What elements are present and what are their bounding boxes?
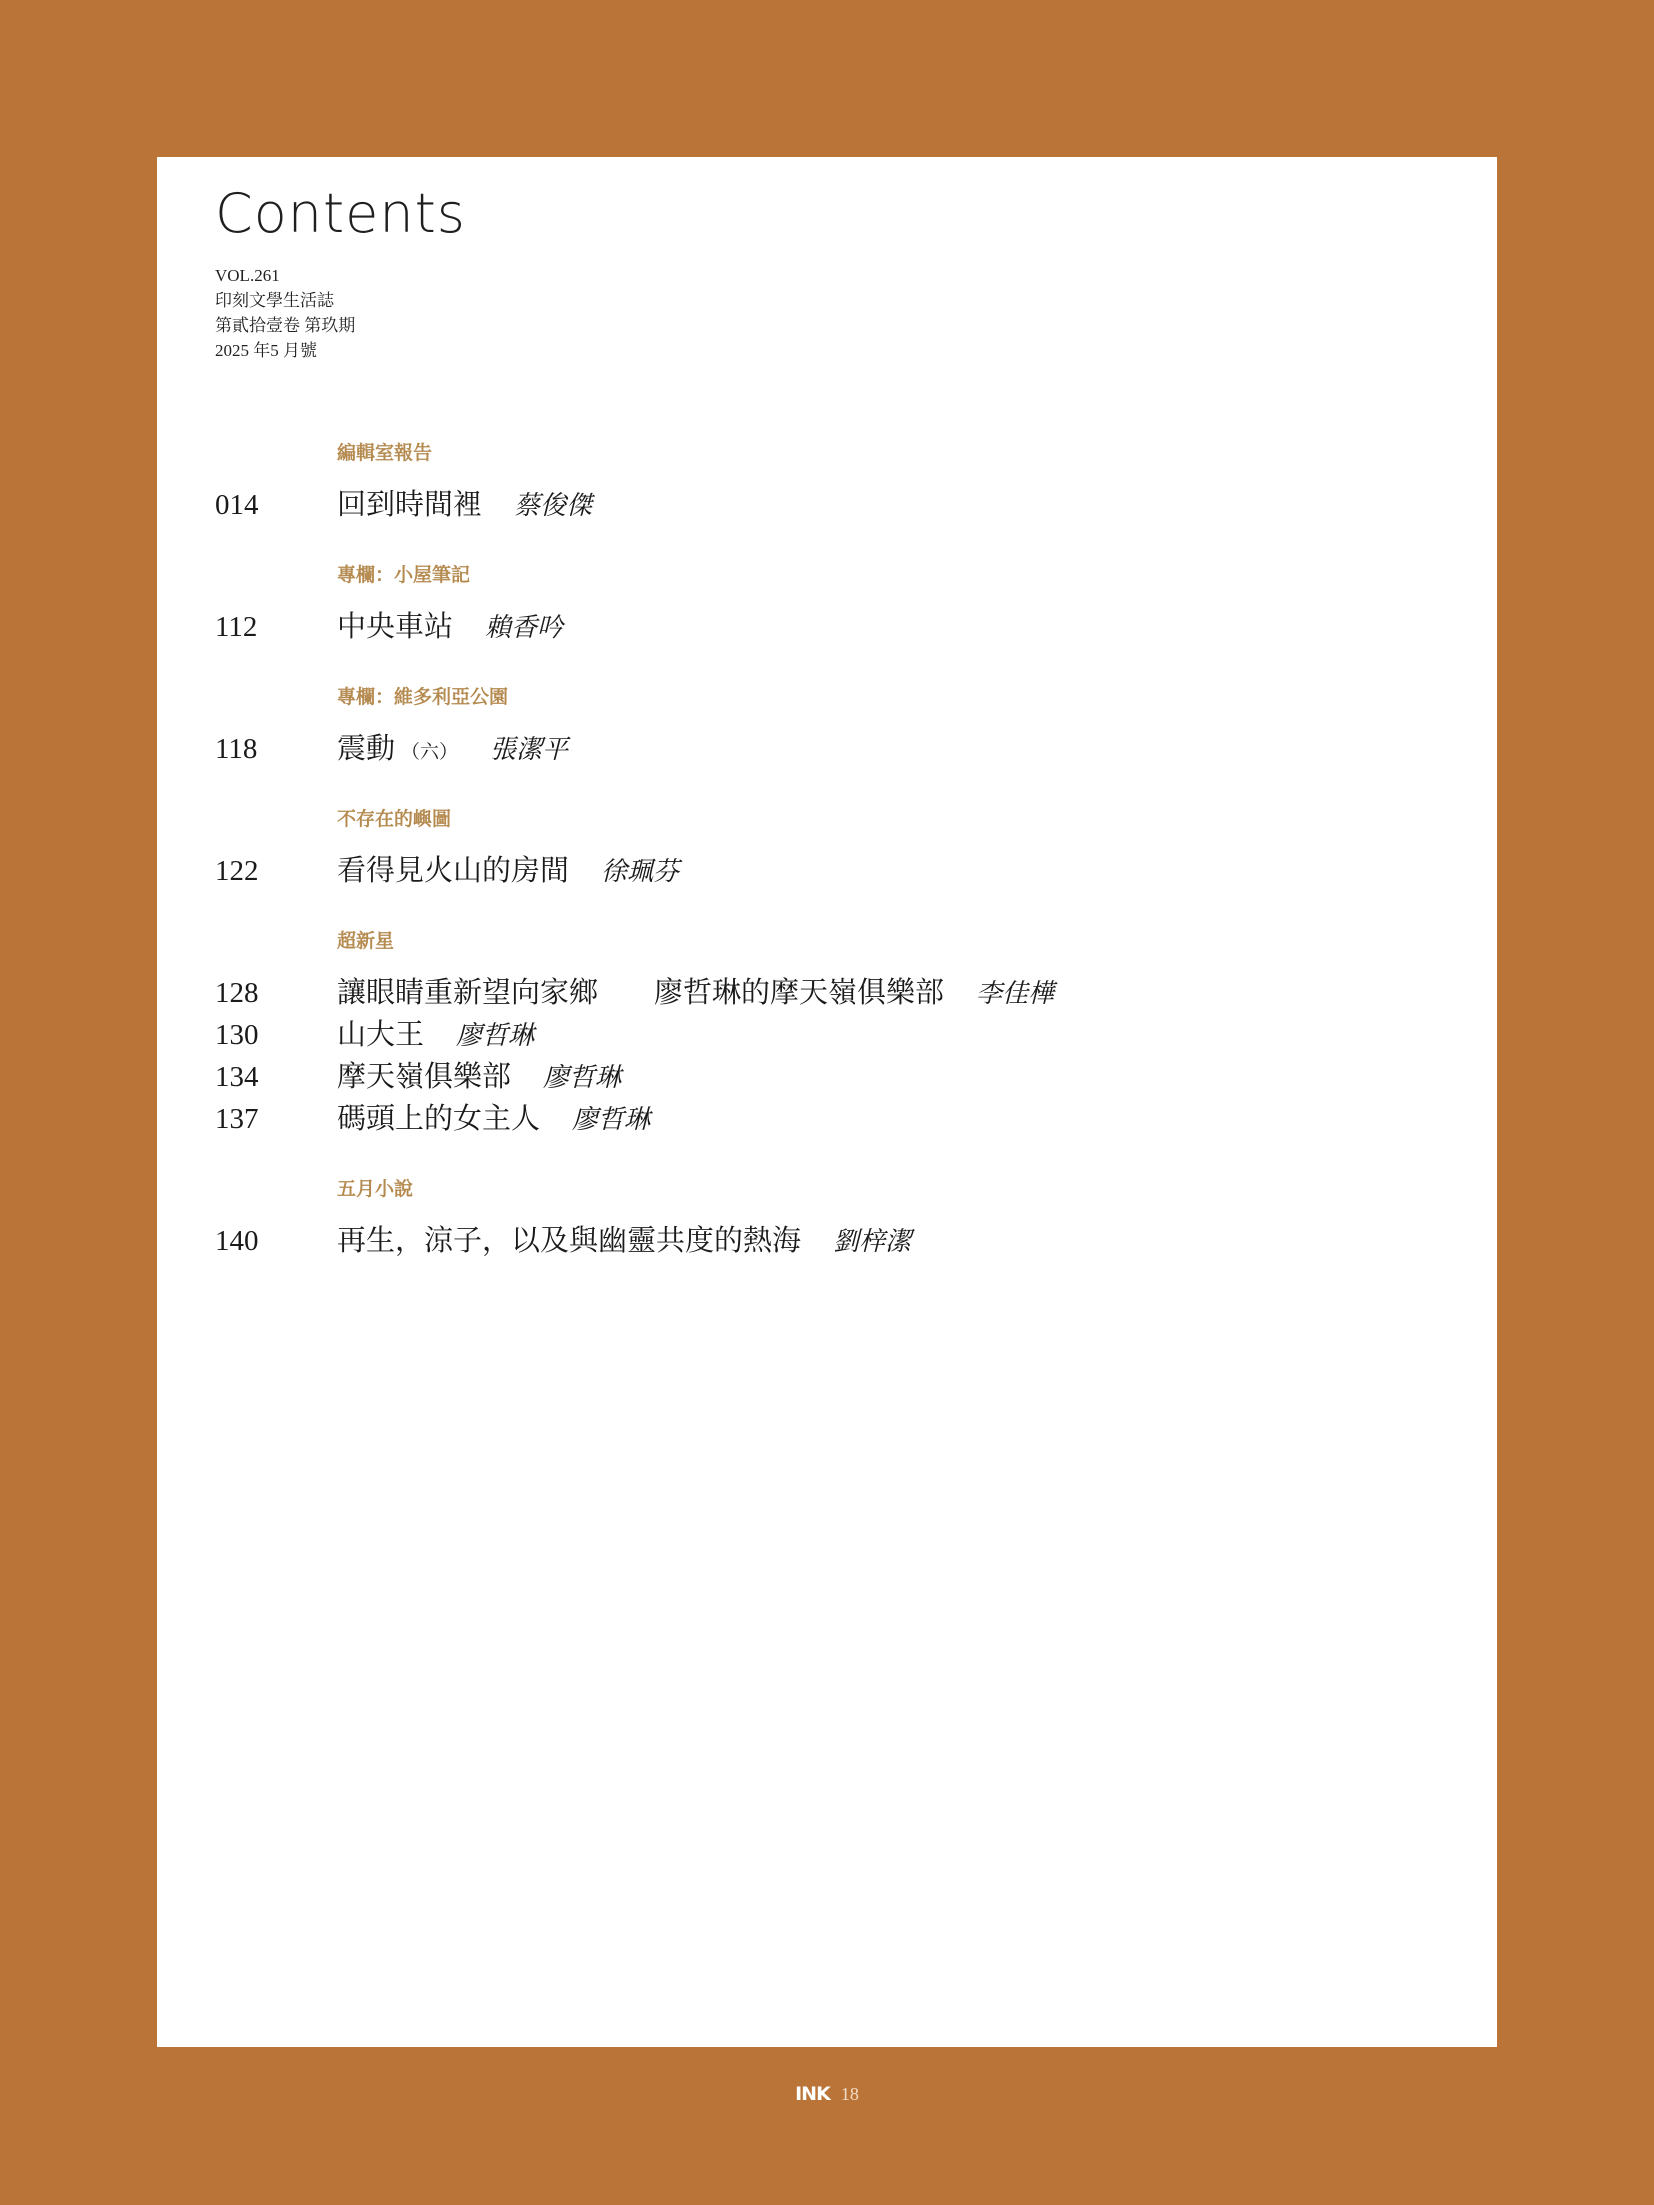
entry-page-number: 112 xyxy=(215,611,258,643)
toc-entry[interactable] xyxy=(215,726,1415,768)
entry-author: 張潔平 xyxy=(490,735,569,765)
entry-page-number: 122 xyxy=(215,855,259,887)
entry-page-number: 137 xyxy=(215,1103,259,1135)
entry-author: 廖哲琳 xyxy=(456,1021,535,1051)
toc-section xyxy=(215,1176,1415,1260)
entry-title: 碼頭上的女主人 xyxy=(337,1101,541,1135)
entry-author: 廖哲琳 xyxy=(572,1105,651,1135)
entry-author: 賴香吟 xyxy=(485,613,564,643)
toc-section xyxy=(215,562,1415,646)
entry-title: 讓眼睛重新望向家鄉 xyxy=(337,975,599,1009)
section-label: 五月小說 xyxy=(337,1178,414,1200)
entry-title: 中央車站 xyxy=(337,609,454,643)
issue-number: 第貳拾壹卷 第玖期 xyxy=(215,316,356,335)
page-title: Contents xyxy=(215,182,466,245)
entry-part-note: （六） xyxy=(401,741,459,763)
entry-title: 回到時間裡 xyxy=(337,487,483,521)
toc-entry[interactable] xyxy=(215,848,1415,890)
toc-entry[interactable] xyxy=(215,1218,1415,1260)
toc-entry[interactable] xyxy=(215,604,1415,646)
entry-page-number: 118 xyxy=(215,733,258,765)
entry-author: 徐珮芬 xyxy=(601,857,680,887)
entry-page-number: 140 xyxy=(215,1225,259,1257)
entry-title: 看得見火山的房間 xyxy=(337,853,570,887)
section-label: 編輯室報告 xyxy=(337,442,433,464)
toc-section xyxy=(215,928,1415,1138)
entry-author: 蔡俊傑 xyxy=(514,491,593,521)
entry-author: 劉梓潔 xyxy=(833,1227,912,1257)
toc-section xyxy=(215,440,1415,524)
page-footer xyxy=(0,2083,1654,2105)
entry-author: 李佳樺 xyxy=(976,979,1055,1009)
section-label: 不存在的嶼圖 xyxy=(337,808,452,830)
entry-page-number: 128 xyxy=(215,977,259,1009)
toc-entry[interactable] xyxy=(215,1012,1415,1054)
toc-entry[interactable] xyxy=(215,482,1415,524)
entry-author: 廖哲琳 xyxy=(543,1063,622,1093)
ink-logo: INK xyxy=(795,2083,830,2105)
toc-section xyxy=(215,806,1415,890)
toc-entry[interactable] xyxy=(215,970,1415,1012)
toc-entry[interactable] xyxy=(215,1054,1415,1096)
section-label: 專欄：維多利亞公園 xyxy=(337,686,509,708)
entry-page-number: 134 xyxy=(215,1061,259,1093)
entry-title: 山大王 xyxy=(337,1017,425,1051)
entry-title: 震動 xyxy=(337,731,396,765)
entry-subtitle: 廖哲琳的摩天嶺俱樂部 xyxy=(654,975,945,1009)
section-label: 超新星 xyxy=(337,930,395,952)
entry-title: 再生，涼子，以及與幽靈共度的熱海 xyxy=(337,1223,802,1257)
table-of-contents xyxy=(215,440,1415,1298)
issue-date: 2025 年5 月號 xyxy=(215,341,317,360)
entry-page-number: 014 xyxy=(215,489,259,521)
toc-entry[interactable] xyxy=(215,1096,1415,1138)
section-label: 專欄：小屋筆記 xyxy=(337,564,471,586)
toc-section xyxy=(215,684,1415,768)
issue-info xyxy=(215,263,355,363)
volume-number: VOL.261 xyxy=(215,266,280,285)
entry-title: 摩天嶺俱樂部 xyxy=(337,1059,512,1093)
page-number: 18 xyxy=(840,2084,859,2104)
entry-page-number: 130 xyxy=(215,1019,259,1051)
magazine-name: 印刻文學生活誌 xyxy=(215,291,334,310)
content-page xyxy=(157,157,1497,2047)
